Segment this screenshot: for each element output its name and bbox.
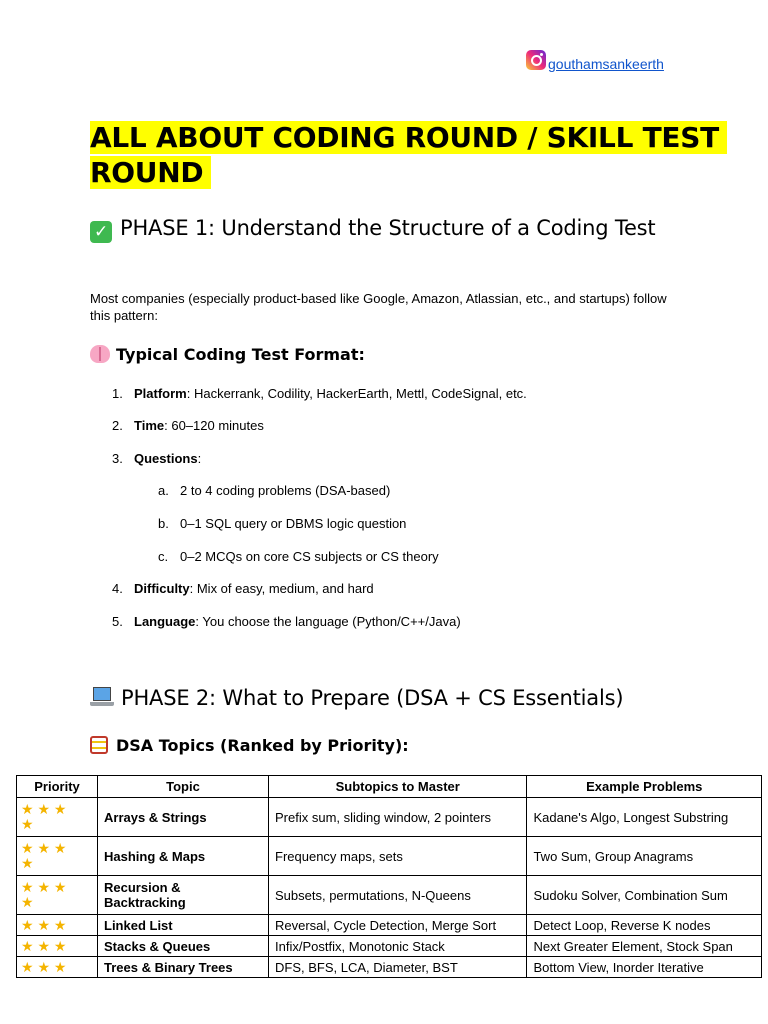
star-icon: ★ bbox=[21, 937, 38, 954]
instagram-handle-link[interactable]: gouthamsankeerth bbox=[548, 56, 664, 72]
priority-cell bbox=[17, 957, 98, 978]
star-icon: ★ bbox=[53, 937, 67, 954]
star-icon: ★ bbox=[37, 801, 54, 817]
star-icon: ★ bbox=[21, 916, 38, 933]
table-row bbox=[17, 876, 762, 915]
star-icon: ★ bbox=[37, 879, 54, 895]
subtopics-cell: DFS, BFS, LCA, Diameter, BST bbox=[269, 957, 527, 978]
page-title-line2: ROUND bbox=[90, 156, 211, 189]
sublist-item-a: a. 2 to 4 coding problems (DSA-based) bbox=[158, 483, 391, 498]
phase1-heading bbox=[90, 214, 690, 243]
subtopics-cell: Reversal, Cycle Detection, Merge Sort bbox=[269, 915, 527, 936]
star-icon: ★ bbox=[53, 801, 67, 817]
priority-stars bbox=[21, 802, 81, 832]
star-icon: ★ bbox=[21, 855, 34, 871]
header-subtopics: Subtopics to Master bbox=[269, 776, 527, 798]
table-row bbox=[17, 936, 762, 957]
star-icon: ★ bbox=[37, 916, 54, 933]
priority-stars bbox=[21, 939, 81, 954]
topic-cell: Stacks & Queues bbox=[98, 936, 269, 957]
star-icon: ★ bbox=[53, 879, 67, 895]
star-icon: ★ bbox=[37, 937, 54, 954]
priority-cell bbox=[17, 876, 98, 915]
phase1-subheading bbox=[90, 345, 365, 365]
priority-stars bbox=[21, 880, 81, 910]
list-item-difficulty: 4. Difficulty: Mix of easy, medium, and hard bbox=[112, 581, 374, 596]
phase2-heading-text: PHASE 2: What to Prepare (DSA + CS Essentials) bbox=[121, 686, 624, 710]
list-item-time: 2. Time: 60–120 minutes bbox=[112, 418, 264, 433]
topic-cell: Trees & Binary Trees bbox=[98, 957, 269, 978]
star-icon: ★ bbox=[53, 840, 67, 856]
table-row bbox=[17, 957, 762, 978]
topic-cell: Hashing & Maps bbox=[98, 837, 269, 876]
examples-cell: Sudoku Solver, Combination Sum bbox=[527, 876, 762, 915]
sublist-item-b: b. 0–1 SQL query or DBMS logic question bbox=[158, 516, 407, 531]
star-icon: ★ bbox=[37, 840, 54, 856]
topic-cell: Recursion & Backtracking bbox=[98, 876, 269, 915]
page-title-line1: ALL ABOUT CODING ROUND / SKILL TEST bbox=[90, 121, 727, 154]
phase1-subheading-text: Typical Coding Test Format: bbox=[116, 345, 365, 364]
examples-cell: Next Greater Element, Stock Span bbox=[527, 936, 762, 957]
subtopics-cell: Frequency maps, sets bbox=[269, 837, 527, 876]
header-examples: Example Problems bbox=[527, 776, 762, 798]
table-row bbox=[17, 837, 762, 876]
star-icon: ★ bbox=[53, 916, 67, 933]
table-row bbox=[17, 915, 762, 936]
brain-icon bbox=[90, 345, 110, 363]
examples-cell: Detect Loop, Reverse K nodes bbox=[527, 915, 762, 936]
topic-cell: Arrays & Strings bbox=[98, 798, 269, 837]
examples-cell: Kadane's Algo, Longest Substring bbox=[527, 798, 762, 837]
priority-cell bbox=[17, 915, 98, 936]
star-icon: ★ bbox=[21, 958, 38, 975]
subtopics-cell: Infix/Postfix, Monotonic Stack bbox=[269, 936, 527, 957]
priority-cell bbox=[17, 798, 98, 837]
star-icon: ★ bbox=[21, 894, 34, 910]
star-icon: ★ bbox=[37, 958, 54, 975]
examples-cell: Two Sum, Group Anagrams bbox=[527, 837, 762, 876]
star-icon: ★ bbox=[53, 958, 67, 975]
table-header-row bbox=[17, 776, 762, 798]
abacus-icon bbox=[90, 736, 108, 754]
dsa-topics-table bbox=[16, 775, 762, 978]
instagram-icon bbox=[526, 50, 546, 70]
star-icon: ★ bbox=[21, 816, 34, 832]
priority-stars bbox=[21, 918, 81, 933]
header-topic: Topic bbox=[98, 776, 269, 798]
phase2-subheading bbox=[90, 736, 409, 756]
priority-cell bbox=[17, 936, 98, 957]
laptop-icon bbox=[90, 686, 114, 708]
check-mark-icon: ✓ bbox=[90, 221, 112, 243]
phase1-intro: Most companies (especially product-based like Google, Amazon, Atlassian, etc., and startups) follow this pattern: bbox=[90, 291, 667, 323]
table-row bbox=[17, 798, 762, 837]
sublist-item-c: c. 0–2 MCQs on core CS subjects or CS theory bbox=[158, 549, 439, 564]
instagram-badge[interactable] bbox=[526, 47, 664, 72]
list-item-language: 5. Language: You choose the language (Python/C++/Java) bbox=[112, 614, 461, 629]
examples-cell: Bottom View, Inorder Iterative bbox=[527, 957, 762, 978]
star-icon: ★ bbox=[21, 840, 38, 856]
priority-stars bbox=[21, 841, 81, 871]
star-icon: ★ bbox=[21, 879, 38, 895]
header-priority: Priority bbox=[17, 776, 98, 798]
topic-cell: Linked List bbox=[98, 915, 269, 936]
phase1-heading-text: PHASE 1: Understand the Structure of a Coding Test bbox=[120, 216, 656, 240]
priority-stars bbox=[21, 960, 81, 975]
list-item-questions: 3. Questions: bbox=[112, 451, 202, 466]
list-item-platform: 1. Platform: Hackerrank, Codility, HackerEarth, Mettl, CodeSignal, etc. bbox=[112, 386, 527, 401]
star-icon: ★ bbox=[21, 801, 38, 817]
page-title bbox=[90, 120, 727, 190]
subtopics-cell: Subsets, permutations, N-Queens bbox=[269, 876, 527, 915]
phase2-heading bbox=[90, 684, 690, 712]
phase2-subheading-text: DSA Topics (Ranked by Priority): bbox=[116, 736, 409, 755]
subtopics-cell: Prefix sum, sliding window, 2 pointers bbox=[269, 798, 527, 837]
priority-cell bbox=[17, 837, 98, 876]
